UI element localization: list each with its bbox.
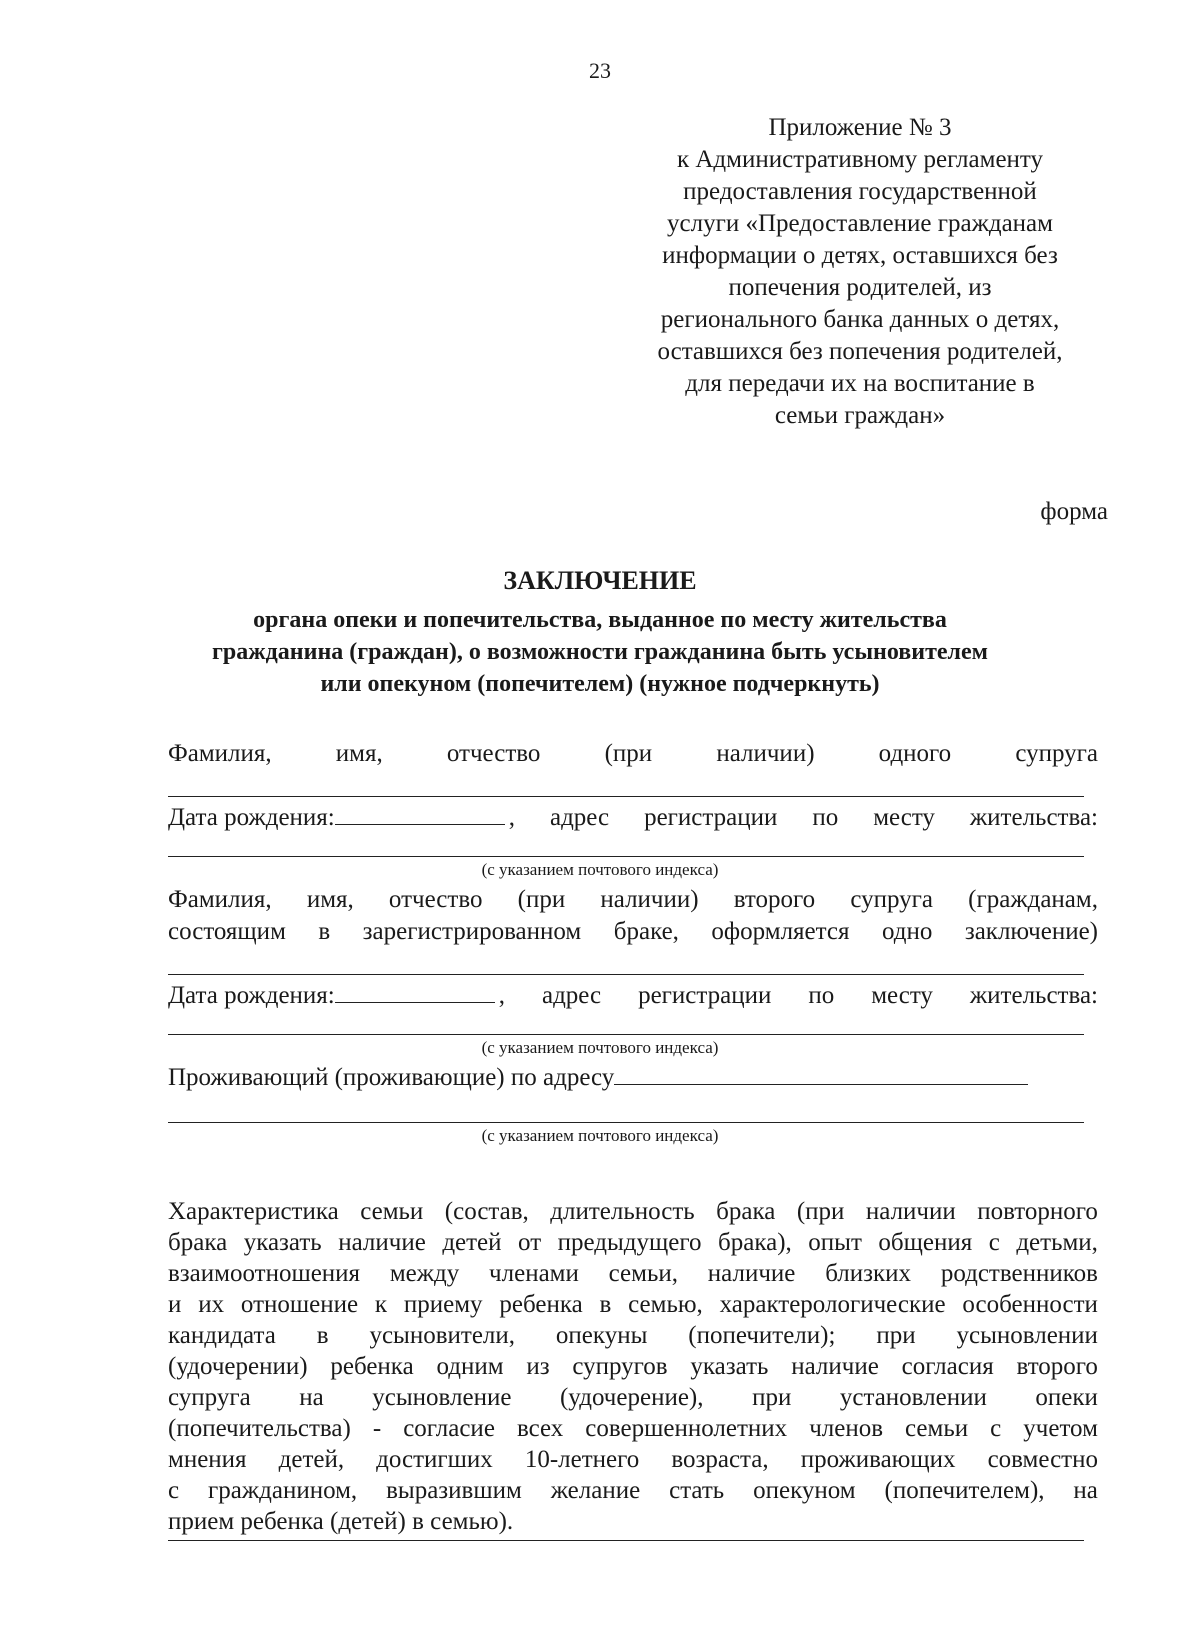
paragraph-word: с <box>988 1229 1000 1256</box>
paragraph-word: детьми, <box>1016 1229 1098 1256</box>
paragraph-word: повторного <box>977 1198 1098 1225</box>
label-word: второго <box>733 886 816 913</box>
paragraph-word: общения <box>878 1229 973 1256</box>
paragraph-word: взаимоотношения <box>168 1260 361 1287</box>
paragraph-word: (попечительства) <box>168 1415 351 1442</box>
spouse2-birth-row <box>168 980 1098 1012</box>
spouse2-name-field[interactable] <box>168 974 1084 975</box>
label-word: зарегистрированном <box>362 918 582 945</box>
label-word: Фамилия, <box>168 886 272 913</box>
label-word: , <box>498 982 505 1009</box>
paragraph-word: и <box>168 1291 182 1318</box>
spouse2-birth-date-field[interactable] <box>335 980 495 1003</box>
registration-label <box>509 802 1098 834</box>
label-word: отчество <box>388 886 483 913</box>
label-word: адрес <box>549 804 610 831</box>
label-word: состоящим <box>168 918 286 945</box>
paragraph-word: всех <box>516 1415 564 1442</box>
paragraph-word: близких <box>825 1260 912 1287</box>
appendix-line: регионального банка данных о детях, <box>660 306 1060 333</box>
appendix-header <box>620 112 1100 432</box>
paragraph-word: членов <box>809 1415 884 1442</box>
paragraph-word: супругов <box>572 1353 668 1380</box>
paragraph-word: предыдущего <box>557 1229 702 1256</box>
paragraph-word: при <box>752 1384 792 1411</box>
birth-date-label: Дата рождения: <box>168 804 335 831</box>
family-characteristics-field[interactable] <box>168 1540 1084 1541</box>
paragraph-word: супруга <box>168 1384 251 1411</box>
paragraph-word: опеки <box>1035 1384 1098 1411</box>
paragraph-word: на <box>299 1384 324 1411</box>
paragraph-word: членами <box>489 1260 579 1287</box>
paragraph-word: согласия <box>901 1353 994 1380</box>
paragraph-line <box>168 1382 1098 1413</box>
paragraph-word: учетом <box>1023 1415 1098 1442</box>
paragraph-word: брака <box>716 1198 776 1225</box>
appendix-line: попечения родителей, из <box>728 274 992 301</box>
paragraph-word: брака <box>168 1229 228 1256</box>
paragraph-word: в <box>316 1322 329 1349</box>
appendix-line: предоставления государственной <box>683 178 1037 205</box>
label-word: по <box>812 804 839 831</box>
paragraph-word: характерологические <box>719 1291 946 1318</box>
paragraph-line <box>168 1351 1098 1382</box>
paragraph-line <box>168 1227 1098 1258</box>
family-characteristics-text <box>168 1196 1098 1537</box>
label-word: браке, <box>613 918 679 945</box>
paragraph-word: возраста, <box>671 1446 769 1473</box>
label-word: оформляется <box>711 918 850 945</box>
paragraph-word: совершеннолетних <box>585 1415 788 1442</box>
label-word: (при <box>517 886 566 913</box>
spouse2-address-field[interactable] <box>168 1034 1084 1035</box>
paragraph-word: семьи, <box>608 1260 679 1287</box>
label-word: по <box>808 982 835 1009</box>
appendix-line: оставшихся без попечения родителей, <box>657 338 1063 365</box>
paragraph-word: с <box>168 1477 180 1504</box>
paragraph-word: на <box>1073 1477 1098 1504</box>
paragraph-word: стать <box>669 1477 725 1504</box>
registration-label <box>499 980 1098 1012</box>
paragraph-word: (удочерении) <box>168 1353 308 1380</box>
paragraph-word: детей <box>442 1229 502 1256</box>
subtitle-line: или опекуном (попечителем) (нужное подчеркнуть) <box>320 671 880 697</box>
paragraph-word: длительность <box>550 1198 695 1225</box>
residing-address-field-line2[interactable] <box>168 1122 1084 1123</box>
label-word: (гражданам, <box>968 886 1098 913</box>
paragraph-word: согласие <box>403 1415 495 1442</box>
label-word: одно <box>881 918 933 945</box>
paragraph-word: семью, <box>628 1291 703 1318</box>
paragraph-word: с <box>990 1415 1002 1442</box>
label-word: имя, <box>335 740 383 767</box>
paragraph-word: проживающих <box>800 1446 956 1473</box>
spouse1-address-field[interactable] <box>168 856 1084 857</box>
paragraph-word: указать <box>243 1229 322 1256</box>
label-word: адрес <box>541 982 602 1009</box>
appendix-line: услуги «Предоставление гражданам <box>667 210 1053 237</box>
paragraph-word: усыновление <box>372 1384 512 1411</box>
residing-row <box>168 1062 1098 1094</box>
label-word: имя, <box>306 886 354 913</box>
label-word: месту <box>873 804 935 831</box>
paragraph-word: опекуном <box>753 1477 856 1504</box>
paragraph-word: желание <box>550 1477 641 1504</box>
paragraph-word: семьи <box>360 1198 424 1225</box>
paragraph-word: (при <box>796 1198 845 1225</box>
paragraph-word: семьи <box>905 1415 969 1442</box>
residing-address-field[interactable] <box>614 1062 1028 1085</box>
spouse1-name-field[interactable] <box>168 796 1084 797</box>
postal-caption: (с указанием почтового индекса) <box>481 1126 719 1145</box>
paragraph-word: гражданином, <box>208 1477 358 1504</box>
paragraph-word: опыт <box>808 1229 862 1256</box>
label-word: (при <box>604 740 653 767</box>
paragraph-word: второго <box>1016 1353 1098 1380</box>
paragraph-word: указать <box>690 1353 769 1380</box>
paragraph-word: ребенка <box>330 1353 414 1380</box>
paragraph-word: мнения <box>168 1446 247 1473</box>
paragraph-line <box>168 1444 1098 1475</box>
paragraph-line <box>168 1413 1098 1444</box>
paragraph-word: к <box>374 1291 388 1318</box>
paragraph-word: в <box>599 1291 612 1318</box>
paragraph-word: отношение <box>240 1291 359 1318</box>
paragraph-word: при <box>876 1322 916 1349</box>
label-word: регистрации <box>644 804 778 831</box>
appendix-line: Приложение № 3 <box>768 114 952 141</box>
spouse1-name-label <box>168 738 1098 770</box>
label-word: супруга <box>1015 740 1098 767</box>
paragraph-word: из <box>526 1353 550 1380</box>
paragraph-word: ребенка <box>499 1291 583 1318</box>
paragraph-word: (состав, <box>444 1198 529 1225</box>
subtitle-line: органа опеки и попечительства, выданное по месту жительства <box>253 607 947 633</box>
paragraph-word: (попечители); <box>688 1322 836 1349</box>
birth-date-label: Дата рождения: <box>168 982 335 1009</box>
spouse2-name-label <box>168 884 1098 948</box>
page-number: 23 <box>589 58 611 83</box>
subtitle-line: гражданина (граждан), о возможности гражданина быть усыновителем <box>212 639 988 665</box>
paragraph-word: от <box>518 1229 542 1256</box>
label-word: регистрации <box>638 982 772 1009</box>
paragraph-word: одним <box>436 1353 504 1380</box>
paragraph-word: 10-летнего <box>524 1446 640 1473</box>
appendix-line: для передачи их на воспитание в <box>685 370 1035 397</box>
spouse1-birth-row <box>168 802 1098 834</box>
paragraph-line: прием ребенка (детей) в семью). <box>168 1508 514 1535</box>
form-label: форма <box>1040 498 1108 525</box>
appendix-line: информации о детях, оставшихся без <box>662 242 1058 269</box>
paragraph-word: усыновители, <box>369 1322 516 1349</box>
label-word: отчество <box>446 740 541 767</box>
paragraph-word: родственников <box>940 1260 1098 1287</box>
appendix-line: семьи граждан» <box>774 402 946 429</box>
paragraph-line <box>168 1475 1098 1506</box>
label-word: заключение) <box>964 918 1098 945</box>
paragraph-word: кандидата <box>168 1322 276 1349</box>
paragraph-word: Характеристика <box>168 1198 339 1225</box>
appendix-line: к Административному регламенту <box>676 146 1044 173</box>
label-word: жительства: <box>969 804 1098 831</box>
postal-caption: (с указанием почтового индекса) <box>481 1038 719 1057</box>
paragraph-word: приему <box>403 1291 483 1318</box>
paragraph-word: - <box>372 1415 382 1442</box>
paragraph-word: детей, <box>278 1446 345 1473</box>
paragraph-word: наличие <box>338 1229 426 1256</box>
residing-label: Проживающий (проживающие) по адресу <box>168 1064 615 1091</box>
paragraph-line <box>168 1258 1098 1289</box>
document-subtitle <box>100 604 1100 700</box>
label-word: наличии) <box>716 740 815 767</box>
paragraph-line <box>168 1289 1098 1320</box>
paragraph-word: опекуны <box>555 1322 648 1349</box>
paragraph-word: их <box>198 1291 225 1318</box>
label-word: , <box>508 804 515 831</box>
paragraph-word: особенности <box>962 1291 1098 1318</box>
paragraph-word: наличии <box>865 1198 956 1225</box>
label-word: Фамилия, <box>168 740 272 767</box>
postal-caption: (с указанием почтового индекса) <box>481 860 719 879</box>
label-word: в <box>318 918 331 945</box>
label-word: жительства: <box>969 982 1098 1009</box>
document-title: ЗАКЛЮЧЕНИЕ <box>503 566 697 595</box>
paragraph-word: установлении <box>839 1384 987 1411</box>
paragraph-word: совместно <box>987 1446 1098 1473</box>
paragraph-line <box>168 1320 1098 1351</box>
paragraph-word: (попечителем), <box>884 1477 1045 1504</box>
paragraph-word: брака), <box>718 1229 792 1256</box>
paragraph-line <box>168 1196 1098 1227</box>
paragraph-word: (удочерение), <box>559 1384 704 1411</box>
spouse1-birth-date-field[interactable] <box>335 802 505 825</box>
label-word: месту <box>871 982 933 1009</box>
label-word: супруга <box>850 886 933 913</box>
label-word: одного <box>878 740 952 767</box>
paragraph-word: достигших <box>376 1446 493 1473</box>
paragraph-word: между <box>389 1260 460 1287</box>
paragraph-word: наличие <box>791 1353 879 1380</box>
label-word: наличии) <box>600 886 699 913</box>
paragraph-word: выразившим <box>386 1477 522 1504</box>
paragraph-word: наличие <box>707 1260 796 1287</box>
paragraph-word: усыновлении <box>956 1322 1098 1349</box>
